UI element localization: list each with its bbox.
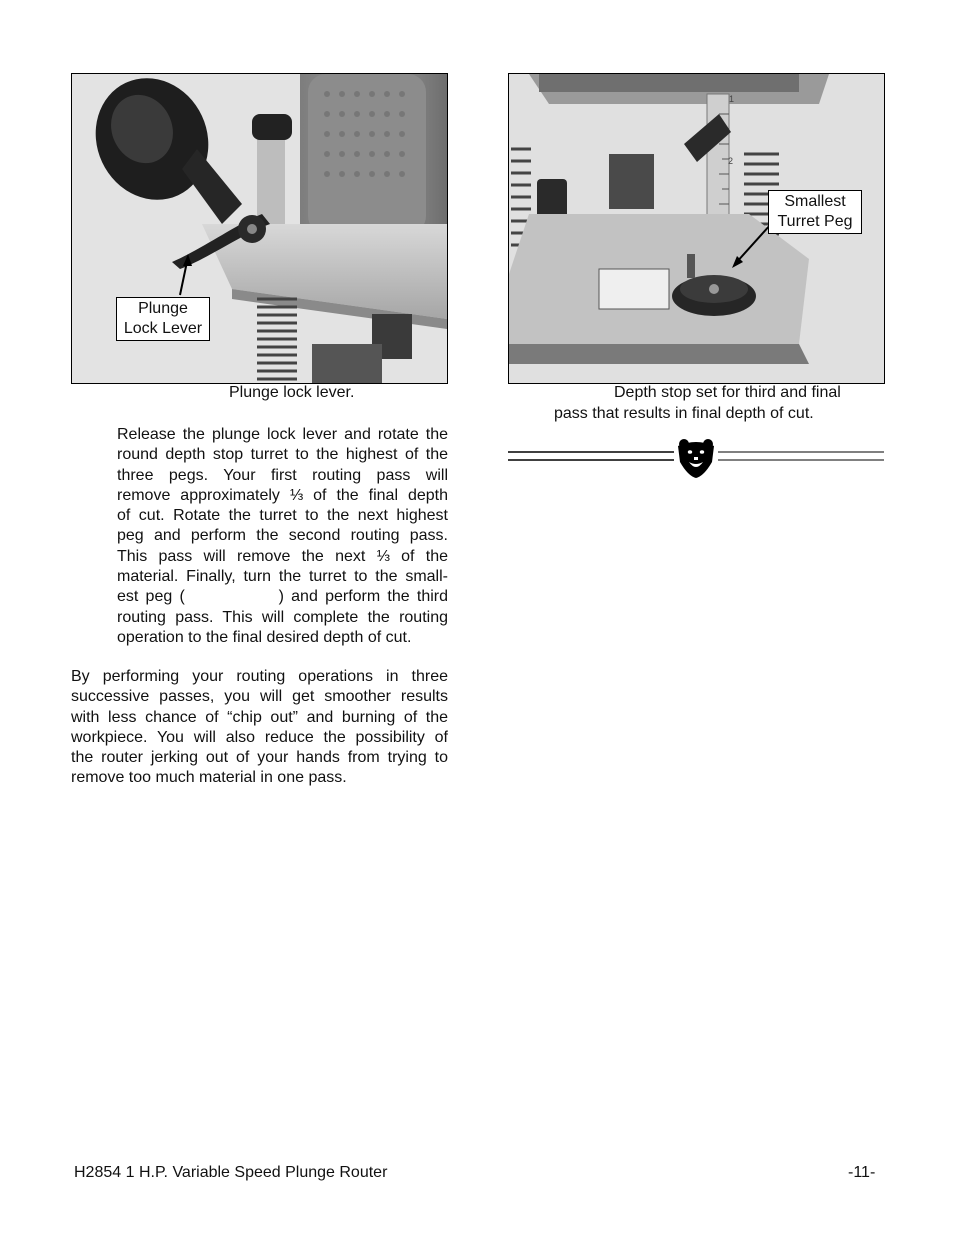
paragraph-line: peg and perform the second routing pass. [117, 527, 448, 545]
routing-instructions-paragraph [117, 425, 448, 648]
paragraph-line: routing pass. This will complete the routing [117, 608, 448, 626]
paragraph-line: By performing your routing operations in three [71, 668, 448, 685]
footer-product-title: H2854 1 H.P. Variable Speed Plunge Router [74, 1164, 388, 1181]
paragraph-line: material. Finally, turn the turret to the small- [117, 568, 448, 586]
scale-mark: 1 [729, 94, 735, 104]
figure-caption-right-line1: Depth stop set for third and final [614, 384, 841, 401]
paragraph-line: remove approximately ⅓ of the final depth [117, 486, 448, 504]
figure-caption-right-line2: pass that results in final depth of cut. [554, 405, 814, 422]
paragraph-line: round depth stop turret to the highest of the [117, 446, 448, 464]
plunge-lock-lever-callout [116, 297, 210, 341]
paragraph-line: Release the plunge lock lever and rotate the [117, 426, 448, 443]
callout-line: Plunge [138, 300, 188, 317]
paragraph-line: remove too much material in one pass. [71, 769, 347, 787]
scale-mark: 2 [728, 156, 734, 166]
paragraph-line: successive passes, you will get smoother results [71, 688, 448, 706]
section-divider [508, 436, 884, 478]
paragraph-line: the router jerking out of your hands from trying to [71, 749, 448, 767]
paragraph-line: operation to the final desired depth of cut. [117, 628, 412, 646]
paragraph-line: of cut. Rotate the turret to the next highest [117, 507, 448, 525]
paragraph-line: This pass will remove the next ⅓ of the [117, 547, 448, 565]
callout-line: Turret Peg [777, 213, 853, 230]
three-pass-benefits-paragraph [71, 667, 448, 789]
paragraph-line: three pegs. Your first routing pass will [117, 466, 448, 484]
figure-caption-left: Plunge lock lever. [229, 384, 355, 401]
depth-stop-photo [508, 73, 885, 384]
paragraph-line: est peg ( ) and perform the third [117, 588, 448, 606]
smallest-turret-peg-callout [768, 190, 862, 234]
paragraph-line: workpiece. You will also reduce the possibility of [71, 728, 448, 746]
callout-line: Lock Lever [123, 320, 203, 337]
bear-logo-icon [678, 439, 714, 478]
callout-line: Smallest [784, 193, 846, 210]
paragraph-line: with less chance of “chip out” and burning of the [71, 708, 448, 726]
page-number: -11- [848, 1164, 876, 1181]
plunge-lock-lever-photo [71, 73, 448, 384]
